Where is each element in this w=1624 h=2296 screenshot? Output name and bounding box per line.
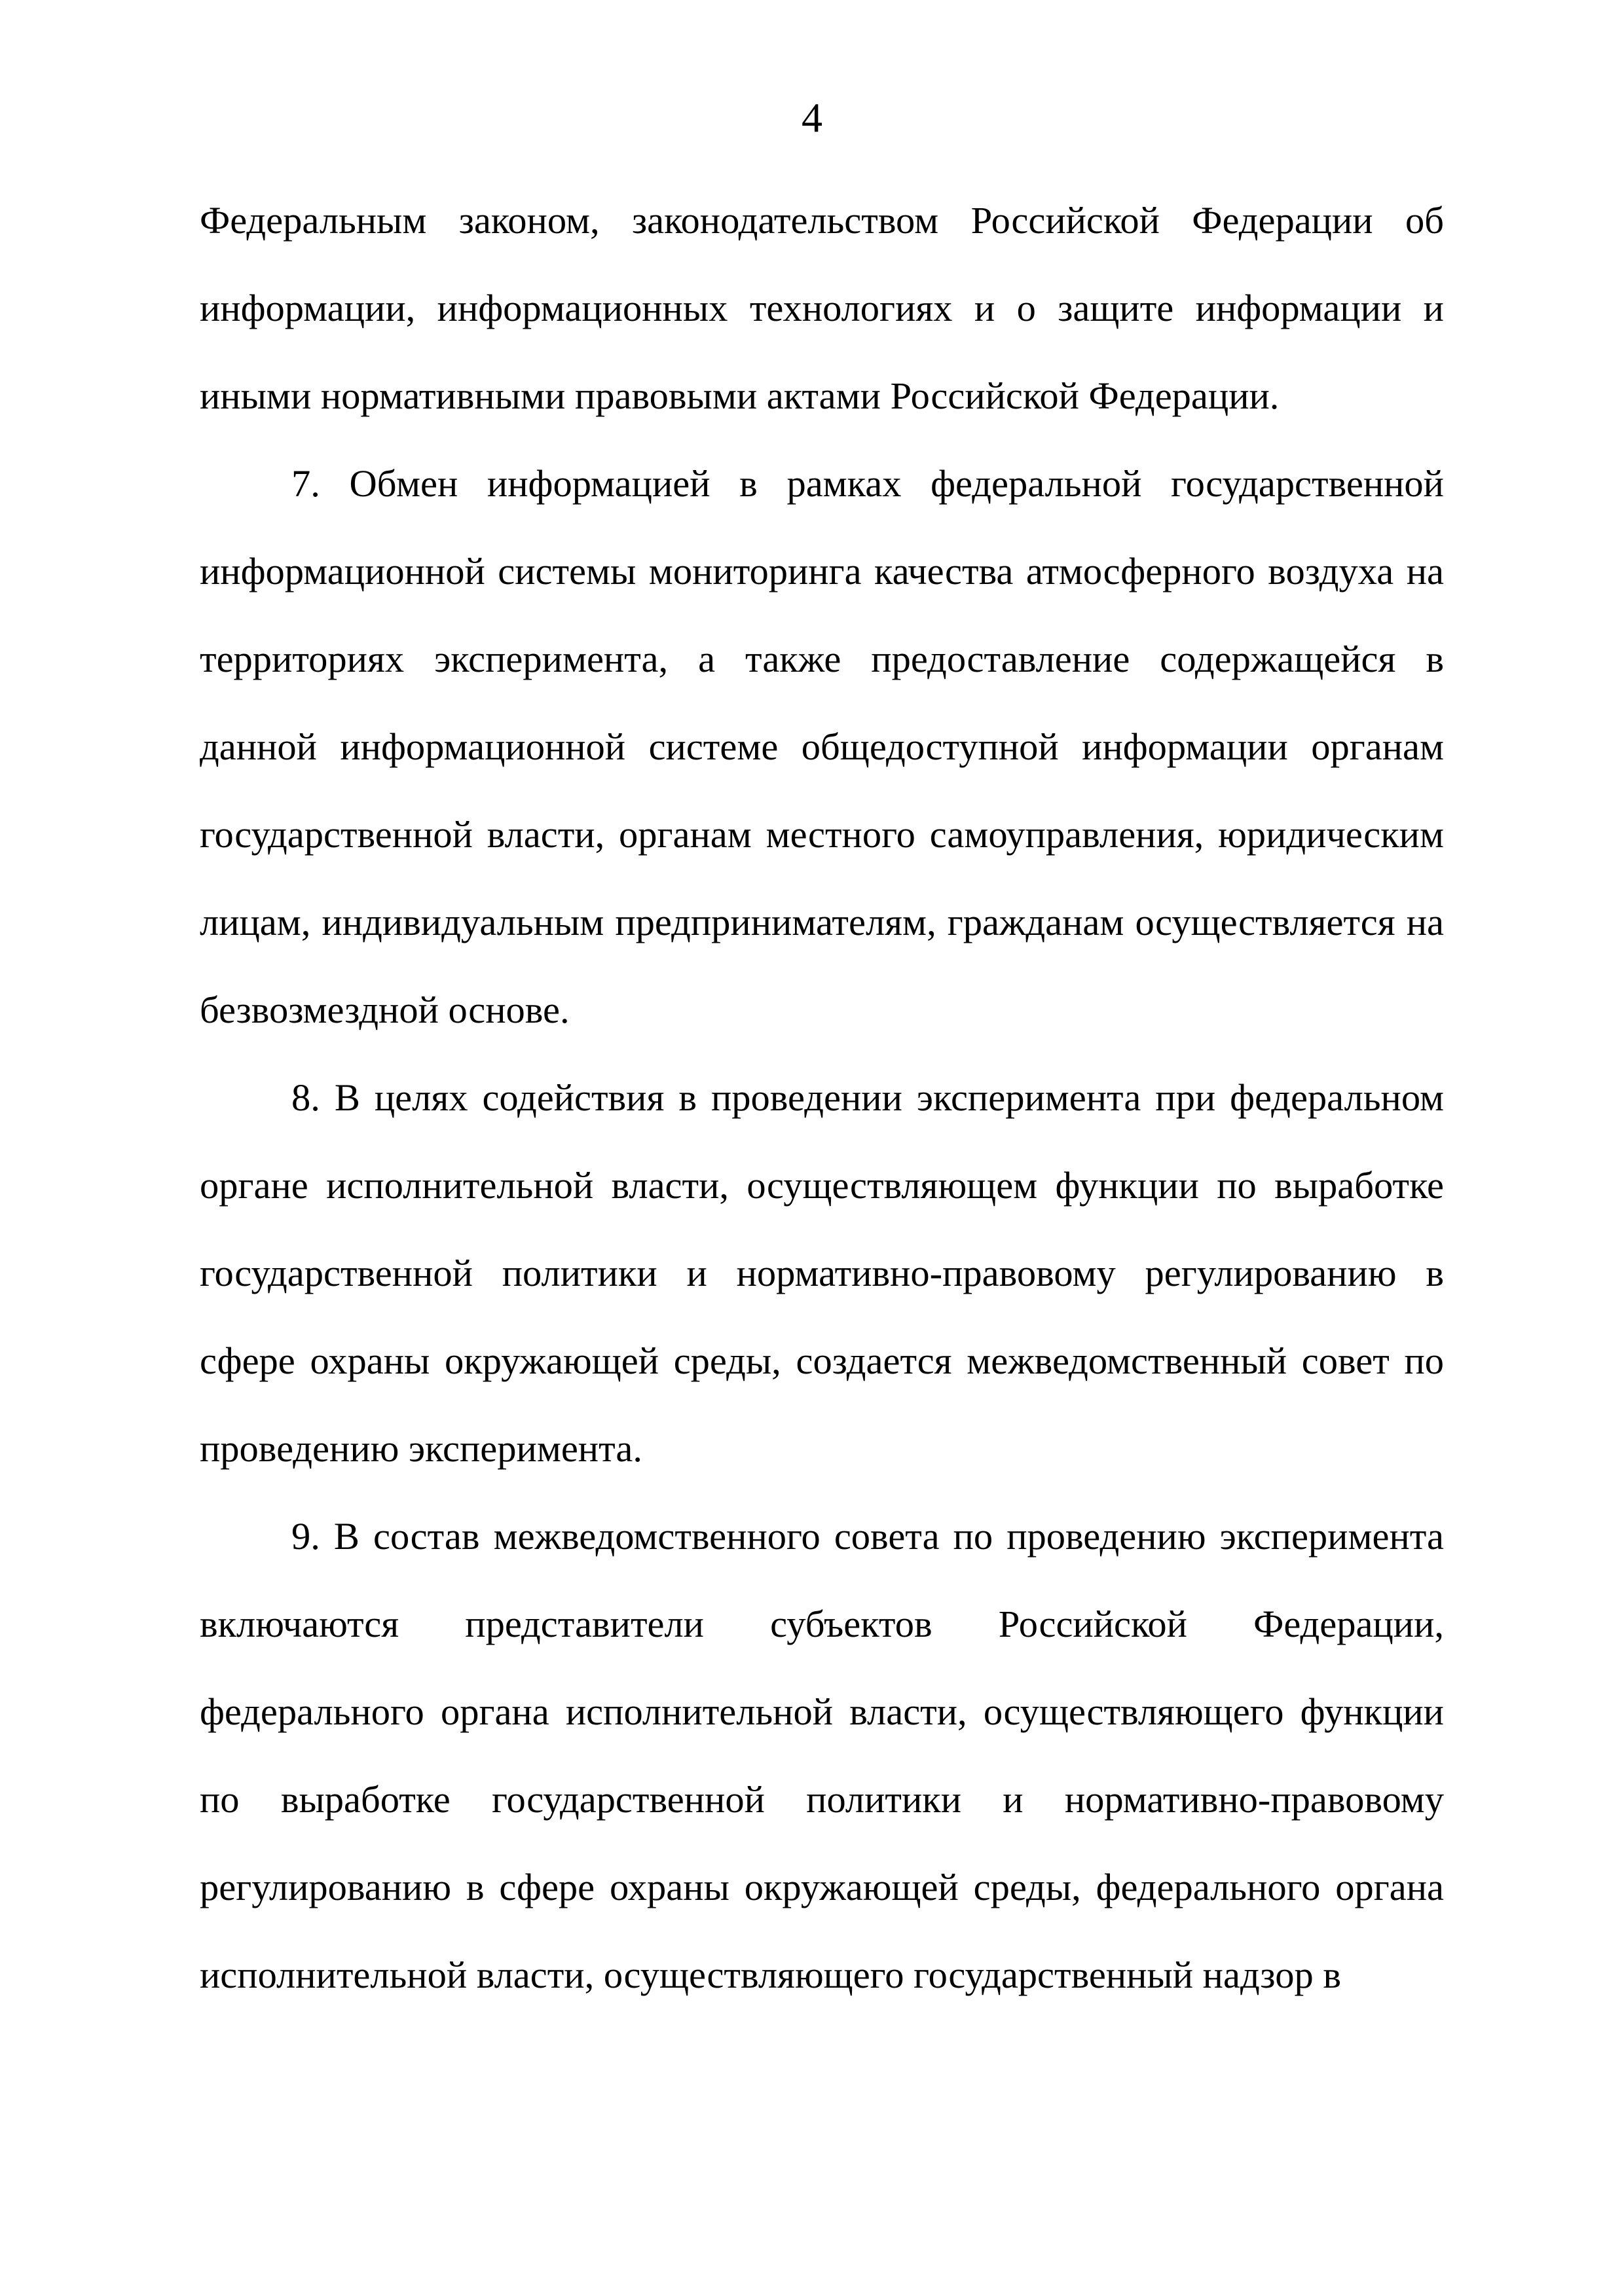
paragraph-9: 9. В состав межведомственного совета по проведению эксперимента включаются представители субъектов Российской Федерации, федерального органа исполнительной власти, осуществляющего функции по выработке государственной политики и нормативно-правовому регулированию в сфере охраны окружающей среды, федерального органа исполнительной власти, осуществляющего государственный надзор в xyxy=(200,1515,1444,1996)
paragraph-7: 7. Обмен информацией в рамках федеральной государственной информационной системы мониторинга качества атмосферного воздуха на территориях эксперимента, а также предоставление содержащейся в данной информационной системе общедоступной информации органам государственной власти, органам местного самоуправления, юридическим лицам, индивидуальным предпринимателям, гражданам осуществляется на безвозмездной основе. xyxy=(200,462,1444,1031)
paragraph-8: 8. В целях содействия в проведении эксперимента при федеральном органе исполнительной власти, осуществляющем функции по выработке государственной политики и нормативно-правовому регулированию в сфере охраны окружающей среды, создается межведомственный совет по проведению эксперимента. xyxy=(200,1076,1444,1470)
paragraph-continuation: Федеральным законом, законодательством Российской Федерации об информации, информационных технологиях и о защите информации и иными нормативными правовыми актами Российской Федерации. xyxy=(200,199,1444,417)
page-number: 4 xyxy=(802,94,822,141)
document-body xyxy=(200,177,1444,2019)
